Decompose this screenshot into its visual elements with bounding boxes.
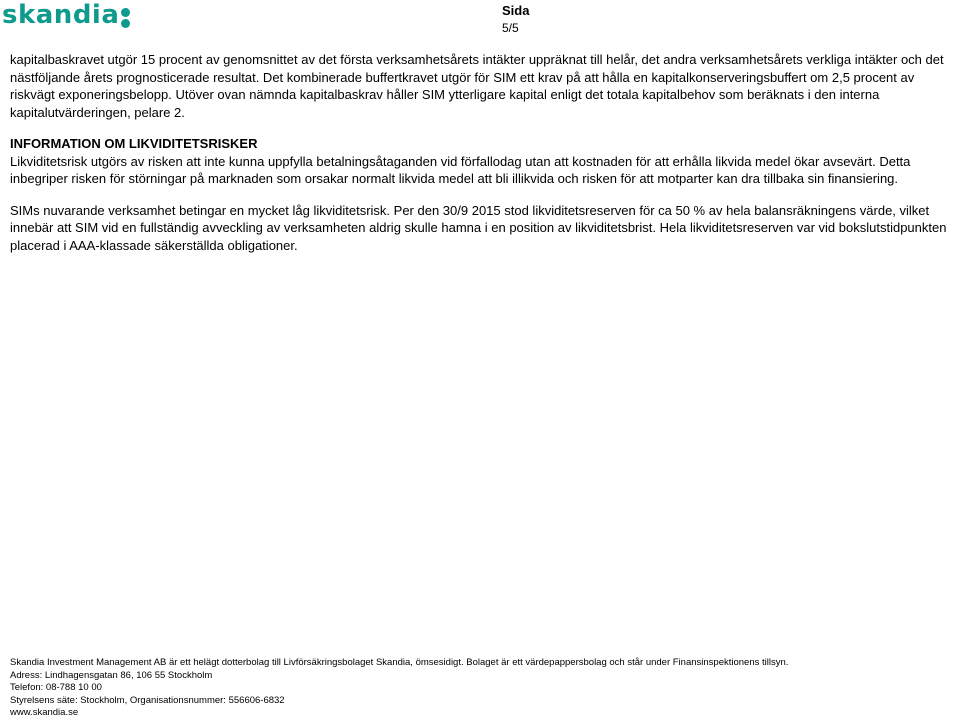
logo-dot-bottom: [121, 19, 130, 28]
section-heading-liquidity-risk: INFORMATION OM LIKVIDITETSRISKER: [10, 136, 258, 151]
document-body: [10, 51, 954, 268]
paragraph-liquidity-risk-definition: Likviditetsrisk utgörs av risken att inte kunna uppfylla betalningsåtaganden vid förfallodag utan att kostnaden för att erhålla likvida medel ökar avsevärt. Detta inbegriper risken för störningar på marknaden som orsakar normalt likvida medel att bli illikvida och risken för att motparter kan dra tillbaka sin finansiering.: [10, 153, 911, 186]
footer-address: Adress: Lindhagensgatan 86, 106 55 Stockholm: [10, 669, 213, 681]
logo-colon-mark: [121, 5, 133, 29]
page-footer: [10, 657, 954, 720]
logo-dot-top: [121, 8, 130, 17]
page-number: 5/5: [502, 21, 519, 35]
paragraph-capital-requirements: kapitalbaskravet utgör 15 procent av genomsnittet av det första verksamhetsårets intäkter uppräknat till helår, det andra verksamhetsårets verkliga intäkter och det nästföljande årets prognosticerade resultat. Det kombinerade buffertkravet utgör för SIM ett krav på att hålla en kapitalkonserveringsbuffert om 2,5 procent av riskvägt exponeringsbelopp. Utöver ovan nämnda kapitalbaskrav håller SIM ytterligare kapital enligt det totala kapitalbehov som beräknats i den interna kapitalutvärderingen, pelare 2.: [10, 52, 944, 120]
footer-company-info: Skandia Investment Management AB är ett helägt dotterbolag till Livförsäkringsbolaget Skandia, ömsesidigt. Bolaget är ett värdepappersbolag och står under Finansinspektionens tillsyn.: [10, 657, 789, 668]
skandia-logo: [2, 0, 119, 30]
footer-phone: Telefon: 08-788 10 00: [10, 682, 102, 693]
logo-text: skandia: [2, 0, 120, 30]
footer-registration: Styrelsens säte: Stockholm, Organisationsnummer: 556606-6832: [10, 694, 285, 706]
footer-website-link[interactable]: www.skandia.se: [10, 707, 79, 718]
paragraph-liquidity-reserve: SIMs nuvarande verksamhet betingar en mycket låg likviditetsrisk. Per den 30/9 2015 stod likviditetsreserven för ca 50 % av hela balansräkningens värde, vilket innebär att SIM vid en fullständig avveckling av verksamheten aldrig skulle hamna i en position av likviditetsbrist. Hela likviditetsreserven var vid bokslutstidpunkten placerad i AAA-klassade säkerställda obligationer.: [10, 202, 947, 253]
page-label: Sida: [502, 3, 530, 18]
